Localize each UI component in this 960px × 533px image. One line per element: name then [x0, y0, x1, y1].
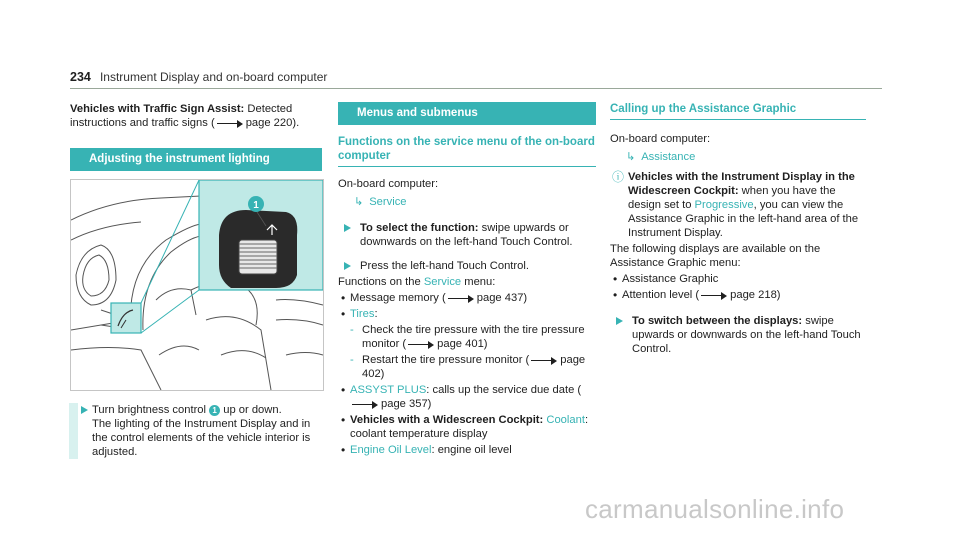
sub-item-check-tire: - Check the tire pressure with the tire pressure monitor ( page 401)	[350, 324, 585, 350]
oil-link[interactable]: Engine Oil Level	[350, 444, 432, 456]
list-item-oil: • Engine Oil Level: engine oil level	[341, 443, 512, 457]
list-item-message-memory: • Message memory ( page 437)	[341, 291, 528, 305]
step-switch-displays	[610, 314, 866, 356]
step-switch-lead: To switch between the displays:	[632, 315, 803, 327]
onboard-label: On-board computer:	[610, 133, 711, 145]
widescreen-note	[610, 170, 866, 240]
cockpit-illustration	[70, 179, 324, 391]
step-text-b: up or down.	[220, 404, 282, 416]
note-text-a: when you have the design set to	[628, 185, 836, 211]
column-1	[70, 102, 322, 459]
step-select-function	[338, 221, 596, 249]
following-displays: The following displays are available on the Assistance Graphic menu:	[610, 243, 821, 269]
tires-link[interactable]: Tires	[350, 308, 375, 320]
coolant-link[interactable]: Coolant	[546, 414, 585, 426]
list-item-widescreen: • Vehicles with a Widescreen Cockpit: Coolant: coolant temperature display	[341, 413, 589, 440]
item-text: : engine oil level	[431, 444, 512, 456]
section-bar-menus: Menus and submenus	[338, 102, 596, 125]
onboard-label: On-board computer:	[338, 178, 439, 190]
step-arrow-icon	[616, 317, 623, 325]
step-press-text: Press the left-hand Touch Control.	[360, 260, 529, 272]
traffic-sign-ref[interactable]: page 220).	[245, 117, 300, 129]
illustration-callout-number: 1	[253, 200, 259, 211]
item-ref[interactable]: page 218)	[730, 289, 781, 301]
menu-path	[610, 150, 866, 164]
step-arrow-icon	[344, 262, 351, 270]
functions-suffix: menu:	[461, 276, 496, 288]
tires-colon: :	[374, 308, 378, 320]
item-text: Assistance Graphic	[622, 273, 719, 285]
list-item-attention: • Attention level ( page 218)	[613, 288, 781, 302]
running-title: Instrument Display and on-board computer	[99, 70, 328, 84]
page-ref-arrow-icon	[531, 356, 557, 365]
assyst-link[interactable]: ASSYST PLUS	[350, 384, 427, 396]
functions-intro	[338, 275, 596, 289]
page-header	[70, 70, 882, 85]
subhead-assistance-graphic: Calling up the Assistance Graphic	[610, 102, 866, 120]
page-ref-arrow-icon	[701, 291, 727, 300]
note-lead: Vehicles with the Instrument Display in the Widescreen Cockpit:	[628, 171, 855, 197]
item-text: Attention level (	[622, 289, 700, 301]
menu-path-service[interactable]: Service	[369, 196, 407, 208]
step-turn-brightness	[69, 403, 322, 459]
list-item-assyst: • ASSYST PLUS: calls up the service due date (page 357)	[341, 383, 582, 410]
progressive-link[interactable]: Progressive	[694, 199, 754, 211]
item-ref[interactable]: page 357)	[381, 398, 432, 410]
page-ref-arrow-icon	[352, 400, 378, 409]
traffic-sign-lead: Vehicles with Traffic Sign Assist:	[70, 103, 245, 115]
menu-path-arrow-icon: ↳	[354, 196, 364, 208]
sub-item-ref[interactable]: page 401)	[437, 338, 488, 350]
item-text: : coolant temperature display	[350, 414, 589, 440]
menu-path-arrow-icon: ↳	[626, 151, 636, 163]
step-description: The lighting of the Instrument Display and in the control elements of the vehicle interior is adjusted.	[92, 418, 311, 458]
item-text: Message memory (	[350, 292, 446, 304]
functions-service-link[interactable]: Service	[423, 276, 462, 288]
sub-item-text: Check the tire pressure with the tire pressure monitor (	[362, 324, 585, 350]
step-select-text: swipe upwards or downwards on the left-hand Touch Control.	[360, 222, 573, 248]
step-select-lead: To select the function:	[360, 222, 479, 234]
menu-path-assistance[interactable]: Assistance	[641, 151, 696, 163]
page-ref-arrow-icon	[217, 119, 243, 128]
page-ref-arrow-icon	[408, 340, 434, 349]
callout-icon: 1	[209, 405, 220, 416]
step-switch-text: swipe upwards or downwards on the left-hand Touch Control.	[632, 315, 861, 355]
column-2	[338, 102, 596, 457]
section-bar-lighting: Adjusting the instrument lighting	[70, 148, 322, 171]
item-lead: Vehicles with a Widescreen Cockpit:	[350, 414, 544, 426]
step-press-touch	[338, 259, 596, 273]
cockpit-drawing	[71, 180, 323, 390]
list-item-assistance-graphic: • Assistance Graphic	[613, 272, 719, 286]
info-icon: ⓘ	[612, 170, 625, 184]
item-ref[interactable]: page 437)	[476, 292, 528, 304]
subhead-service-menu: Functions on the service menu of the on-board computer	[338, 135, 596, 167]
sub-item-text: Restart the tire pressure monitor (	[362, 354, 530, 366]
menu-path	[338, 195, 596, 209]
functions-prefix: Functions on the	[338, 276, 424, 288]
step-arrow-icon	[344, 224, 351, 232]
note-text-b: , you can view the Assistance Graphic in the left-hand area of the Instrument Display.	[628, 199, 859, 239]
watermark: carmanualsonline.info	[585, 494, 845, 524]
traffic-sign-paragraph	[70, 102, 322, 130]
sub-item-restart-tire: - Restart the tire pressure monitor ( page 402)	[350, 354, 586, 380]
header-rule	[70, 88, 882, 89]
column-3	[610, 102, 866, 356]
item-text: : calls up the service due date (	[426, 384, 582, 396]
page-ref-arrow-icon	[448, 294, 474, 303]
step-arrow-icon	[81, 406, 88, 414]
sub-item-ref[interactable]: page 402)	[362, 354, 586, 380]
step-text-a: Turn brightness control	[92, 404, 210, 416]
traffic-sign-text: Detected instructions and traffic signs (	[70, 103, 293, 129]
list-item-tires: • Tires:	[341, 307, 378, 321]
page-number: 234	[70, 70, 91, 84]
